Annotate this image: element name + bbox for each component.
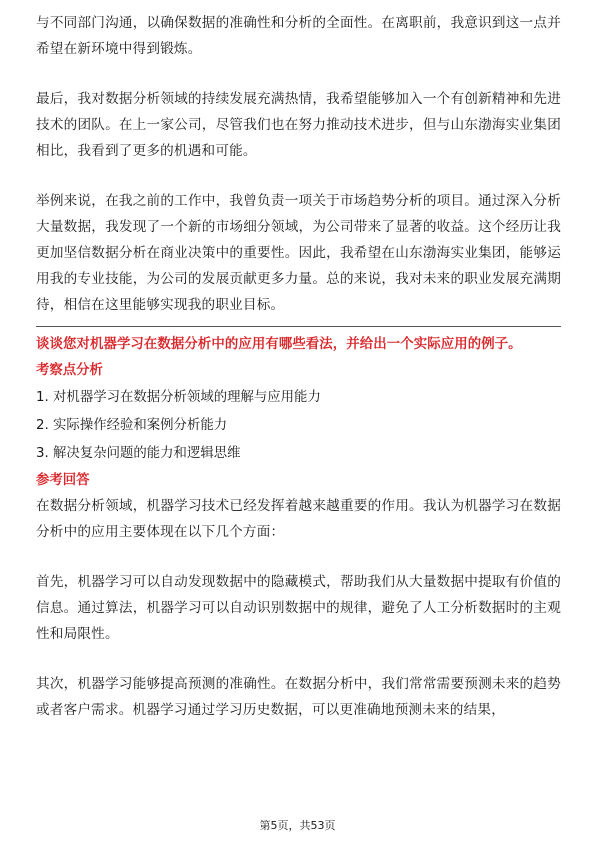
analysis-heading: 考察点分析 <box>36 363 103 378</box>
document-page <box>36 10 561 723</box>
answer-paragraph: 首先，机器学习可以自动发现数据中的隐藏模式，帮助我们从大量数据中提取有价值的信息。通过算法，机器学习可以自动识别数据中的规律，避免了人工分析数据时的主观性和局限性。 <box>36 574 561 642</box>
interview-question: 谈谈您对机器学习在数据分析中的应用有哪些看法，并给出一个实际应用的例子。 <box>36 337 522 352</box>
list-item: 2. 实际操作经验和案例分析能力 <box>36 418 228 433</box>
page-number: 第5页，共53页 <box>259 819 336 832</box>
answer-paragraph: 在数据分析领域，机器学习技术已经发挥着越来越重要的作用。我认为机器学习在数据分析中的应用主要体现在以下几个方面： <box>36 498 561 540</box>
body-paragraph: 最后，我对数据分析领域的持续发展充满热情，我希望能够加入一个有创新精神和先进技术的团队。在上一家公司，尽管我们也在努力推动技术进步，但与山东渤海实业集团相比，我看到了更多的机遇和可能。 <box>36 91 561 159</box>
analysis-list <box>36 385 561 467</box>
section-divider <box>36 326 561 327</box>
list-item: 3. 解决复杂问题的能力和逻辑思维 <box>36 446 241 461</box>
list-item: 1. 对机器学习在数据分析领域的理解与应用能力 <box>36 390 321 405</box>
answer-paragraph: 其次，机器学习能够提高预测的准确性。在数据分析中，我们常常需要预测未来的趋势或者客户需求。机器学习通过学习历史数据，可以更准确地预测未来的结果， <box>36 676 561 718</box>
body-paragraph: 举例来说，在我之前的工作中，我曾负责一项关于市场趋势分析的项目。通过深入分析大量数据，我发现了一个新的市场细分领域，为公司带来了显著的收益。这个经历让我更加坚信数据分析在商业决策中的重要性。因此，我希望在山东渤海实业集团，能够运用我的专业技能，为公司的发展贡献更多力量。总的来说，我对未来的职业发展充满期待，相信在这里能够实现我的职业目标。 <box>36 193 561 313</box>
answer-heading: 参考回答 <box>36 473 90 488</box>
body-paragraph: 与不同部门沟通，以确保数据的准确性和分析的全面性。在离职前，我意识到这一点并希望在新环境中得到锻炼。 <box>36 15 561 57</box>
